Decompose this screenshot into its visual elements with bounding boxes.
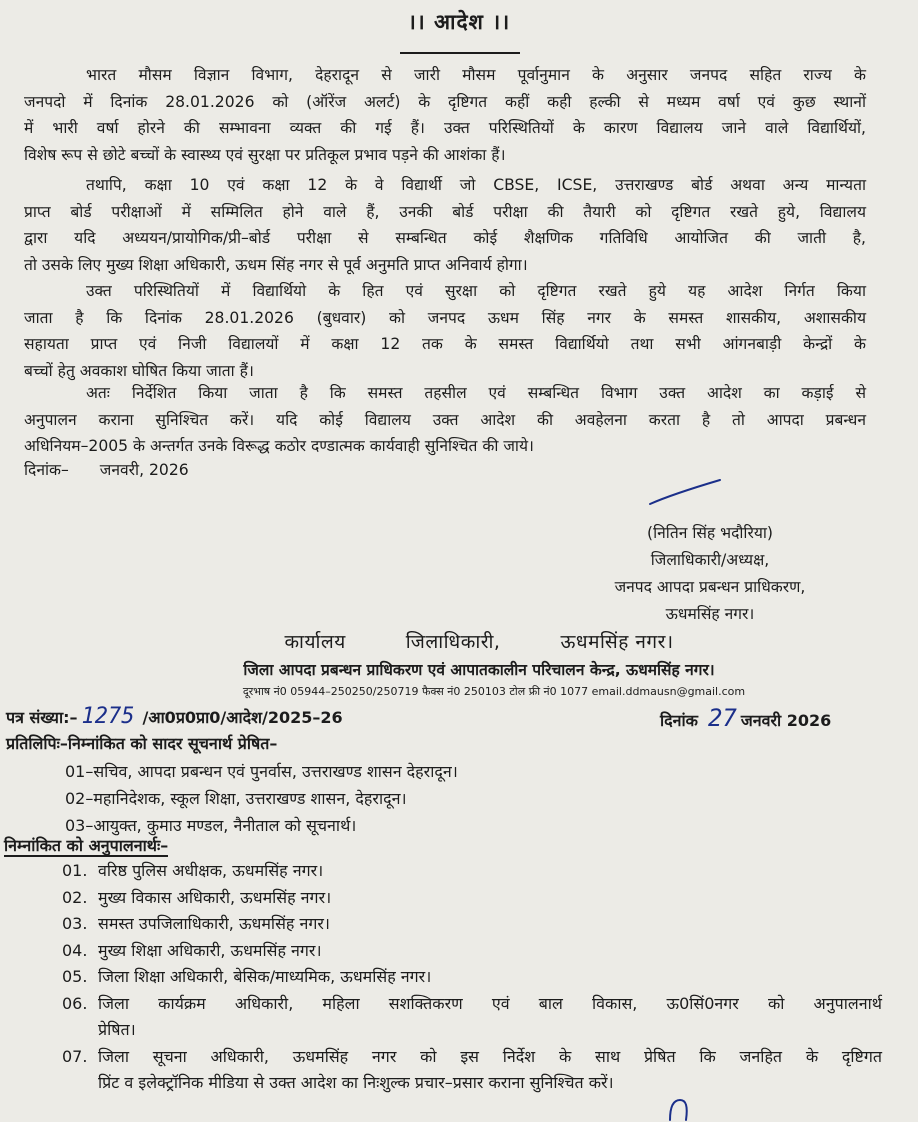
list-item: [62, 991, 882, 1044]
list-item-number: 07.: [62, 1046, 88, 1066]
paragraph-weather-forecast: [24, 62, 866, 168]
signature-mark: [648, 478, 723, 508]
list-item-number: 05.: [62, 967, 88, 986]
list-item-text: प्रिंट व इलेक्ट्रॉनिक मीडिया से उक्त आदेश का निःशुल्क प्रचार–प्रसार कराना सुनिश्चित करें।: [98, 1073, 614, 1092]
list-item-number: 06.: [62, 993, 88, 1013]
letter-number: [6, 704, 343, 729]
issue-date-label: दिनांक–: [24, 461, 69, 479]
copy-item: 02–महानिदेशक, स्कूल शिक्षा, उत्तराखण्ड शासन, देहरादून।: [65, 789, 407, 808]
paragraph-holiday-order: [24, 278, 866, 384]
paragraph-line: जाता है कि दिनांक 28.01.2026 (बुधवार) को जनपद ऊधम सिंह नगर के समस्त शासकीय, अशासकीय: [24, 308, 866, 327]
copy-list: [65, 758, 458, 839]
list-item-number: 01.: [62, 861, 88, 880]
compliance-heading-text: निम्नांकित को अनुपालनार्थः–: [4, 836, 169, 855]
list-item-text: जिला सूचना अधिकारी, ऊधमसिंह नगर को इस निर्देश के साथ प्रेषित कि जनहित के दृष्टिगत: [98, 1046, 882, 1066]
list-item-number: 04.: [62, 940, 88, 960]
department-name: जिला आपदा प्रबन्धन प्राधिकरण एवं आपातकालीन परिचालन केन्द्र, ऊधमसिंह नगर।: [243, 661, 715, 679]
list-item-text: मुख्य विकास अधिकारी, ऊधमसिंह नगर।: [98, 887, 332, 907]
paragraph-line: विशेष रूप से छोटे बच्चों के स्वास्थ्य एवं सुरक्षा पर प्रतिकूल प्रभाव पड़ने की आशंका हैं।: [24, 145, 506, 164]
list-item: [62, 964, 882, 991]
letter-date-label: दिनांक: [660, 711, 698, 730]
copy-item: 03–आयुक्त, कुमाउ मण्डल, नैनीताल को सूचनार्थ।: [65, 816, 357, 835]
issue-date-value: जनवरी, 2026: [99, 461, 189, 479]
paragraph-line: प्राप्त बोर्ड परीक्षाओं में सम्मिलित होने वाले हैं, उनकी बोर्ड परीक्षा की तैयारी को दृष्टिगत रखते हुये, विद्यालय: [24, 202, 866, 221]
page-title: ।। आदेश ।।: [407, 10, 511, 34]
paragraph-line: जनपदो में दिनांक 28.01.2026 को (ऑरेंज अलर्ट) के दृष्टिगत कहीं कही हल्की से मध्यम वर्षा एवं कुछ स्थानों: [24, 92, 866, 111]
letter-date: [660, 704, 831, 732]
letter-date-day-handwritten: 27: [707, 704, 737, 732]
office-part: जिलाधिकारी,: [405, 631, 501, 653]
list-item-text: प्रेषित।: [98, 1020, 136, 1039]
paragraph-line: अनुपालन कराना सुनिश्चित करें। यदि कोई विद्यालय उक्त आदेश की अवहेलना करता है तो आपदा प्रबन्धन: [24, 410, 866, 429]
letter-number-suffix: /आ0प्र0प्रा0/आदेश/2025–26: [142, 708, 343, 727]
compliance-list: [62, 858, 882, 1097]
letter-date-rest: जनवरी 2026: [740, 711, 832, 730]
list-item-number: 03.: [62, 914, 88, 933]
list-item-text: मुख्य शिक्षा अधिकारी, ऊधमसिंह नगर।: [98, 940, 322, 960]
list-item: [62, 1044, 882, 1097]
paragraph-line: बच्चों हेतु अवकाश घोषित किया जाता हैं।: [24, 361, 254, 380]
paragraph-board-exam: [24, 172, 866, 278]
paragraph-line: द्वारा यदि अध्ययन/प्रायोगिक/प्री–बोर्ड परीक्षा से सम्बन्धित कोई शैक्षणिक गतिविधि आयोजित की जाती है,: [24, 229, 866, 247]
pen-scribble-mark: [664, 1092, 694, 1122]
list-item-text: समस्त उपजिलाधिकारी, ऊधमसिंह नगर।: [98, 914, 330, 933]
paragraph-line: भारत मौसम विज्ञान विभाग, देहरादून से जारी मौसम पूर्वानुमान के अनुसार जनपद सहित राज्य के: [86, 66, 866, 84]
list-item: [62, 911, 882, 938]
list-item: [62, 938, 882, 965]
signatory-block: [560, 520, 860, 628]
list-item-text: जिला शिक्षा अधिकारी, बेसिक/माध्यमिक, ऊधमसिंह नगर।: [98, 967, 432, 986]
copy-item: 01–सचिव, आपदा प्रबन्धन एवं पुनर्वास, उत्तराखण्ड शासन देहरादून।: [65, 762, 458, 781]
office-heading: [0, 628, 918, 654]
list-item: [62, 885, 882, 912]
signatory-place: ऊधमसिंह नगर।: [665, 605, 755, 623]
paragraph-line: अधिनियम–2005 के अन्तर्गत उनके विरूद्ध कठोर दण्डात्मक कार्यवाही सुनिश्चित की जाये।: [24, 437, 534, 455]
contact-details: दूरभाष नं0 05944–250250/250719 फैक्स नं0 250103 टोल फ्री नं0 1077 email.ddmausn@gmail.com: [242, 685, 746, 698]
issue-date: [24, 458, 189, 480]
list-item-text: वरिष्ठ पुलिस अधीक्षक, ऊधमसिंह नगर।: [98, 861, 324, 880]
paragraph-compliance-direction: [24, 380, 866, 460]
copy-heading: प्रतिलिपिः–निम्नांकित को सादर सूचनार्थ प्रेषित–: [6, 734, 278, 753]
signatory-authority: जनपद आपदा प्रबन्धन प्राधिकरण,: [614, 578, 806, 596]
paragraph-line: अतः निर्देशित किया जाता है कि समस्त तहसील एवं सम्बन्धित विभाग उक्त आदेश का कड़ाई से: [86, 384, 866, 402]
office-part: ऊधमसिंह नगर।: [560, 631, 674, 653]
signatory-designation: जिलाधिकारी/अध्यक्ष,: [650, 551, 770, 569]
list-item-number: 02.: [62, 887, 88, 907]
paragraph-line: उक्त परिस्थितियों में विद्यार्थियो के हित एवं सुरक्षा को दृष्टिगत रखते हुये यह आदेश निर्गत किया: [86, 282, 866, 300]
paragraph-line: में भारी वर्षा होरने की सम्भावना व्यक्त की गई हैं। उक्त परिस्थितियों के कारण विद्यालय जाने वाले विद्यार्थियों,: [24, 119, 866, 137]
office-part: कार्यालय: [284, 631, 346, 653]
paragraph-line: तो उसके लिए मुख्य शिक्षा अधिकारी, ऊधम सिंह नगर से पूर्व अनुमति प्राप्त अनिवार्य होगा।: [24, 255, 528, 274]
letter-number-label: पत्र संख्या:–: [6, 708, 78, 727]
signatory-name: (नितिन सिंह भदौरिया): [647, 524, 773, 542]
list-item-text: जिला कार्यक्रम अधिकारी, महिला सशक्तिकरण एवं बाल विकास, ऊ0सिं0नगर को अनुपालनार्थ: [98, 993, 882, 1013]
paragraph-line: तथापि, कक्षा 10 एवं कक्षा 12 के वे विद्यार्थी जो CBSE, ICSE, उत्तराखण्ड बोर्ड अथवा अन्य मान्यता: [86, 176, 866, 194]
list-item: [62, 858, 882, 885]
paragraph-line: सहायता प्राप्त एवं निजी विद्यालयों में कक्षा 12 तक के समस्त विद्यार्थियो तथा सभी आंगनबाड़ी केन्द्रों के: [24, 335, 866, 353]
compliance-heading: [4, 834, 168, 856]
title-underline: [400, 52, 520, 54]
letter-number-handwritten: 1275: [81, 704, 135, 729]
